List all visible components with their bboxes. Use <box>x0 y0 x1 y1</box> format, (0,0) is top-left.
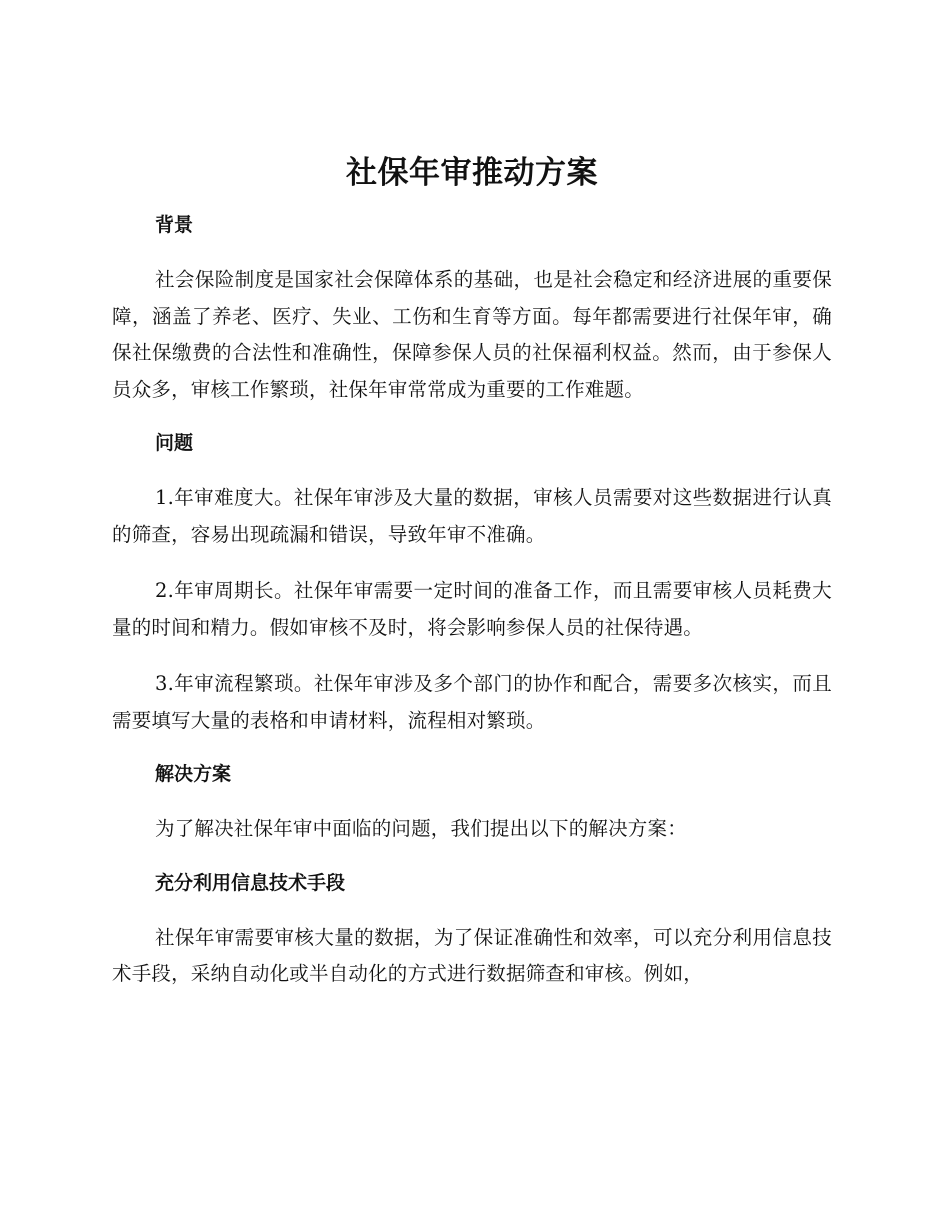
section-heading-problems: 问题 <box>155 432 194 454</box>
section-solutions <box>112 759 832 848</box>
document-title: 社保年审推动方案 <box>346 155 598 191</box>
it-means-paragraph: 社保年审需要审核大量的数据，为了保证准确性和效率，可以充分利用信息技术手段，采纳自动化或半自动化的方式进行数据筛查和审核。例如， <box>112 925 832 985</box>
section-background <box>112 210 832 408</box>
section-it-means <box>112 868 832 993</box>
problem-item-1: 1.年审难度大。社保年审涉及大量的数据，审核人员需要对这些数据进行认真的筛查，容易出现疏漏和错误，导致年审不准确。 <box>112 486 832 546</box>
problem-item-3: 3.年审流程繁琐。社保年审涉及多个部门的协作和配合，需要多次核实，而且需要填写大量的表格和申请材料，流程相对繁琐。 <box>112 672 832 732</box>
section-heading-solutions: 解决方案 <box>155 763 232 785</box>
section-heading-background: 背景 <box>155 214 194 236</box>
problem-item-2: 2.年审周期长。社保年审需要一定时间的准备工作，而且需要审核人员耗费大量的时间和精力。假如审核不及时，将会影响参保人员的社保待遇。 <box>112 579 832 639</box>
background-paragraph: 社会保险制度是国家社会保障体系的基础，也是社会稳定和经济进展的重要保障，涵盖了养老、医疗、失业、工伤和生育等方面。每年都需要进行社保年审，确保社保缴费的合法性和准确性，保障参保人员的社保福利权益。然而，由于参保人员众多，审核工作繁琐，社保年审常常成为重要的工作难题。 <box>112 268 832 401</box>
document-page <box>112 150 832 993</box>
section-problems <box>112 428 832 739</box>
solutions-intro-paragraph: 为了解决社保年审中面临的问题，我们提出以下的解决方案： <box>155 817 687 840</box>
section-heading-it-means: 充分利用信息技术手段 <box>155 871 346 894</box>
